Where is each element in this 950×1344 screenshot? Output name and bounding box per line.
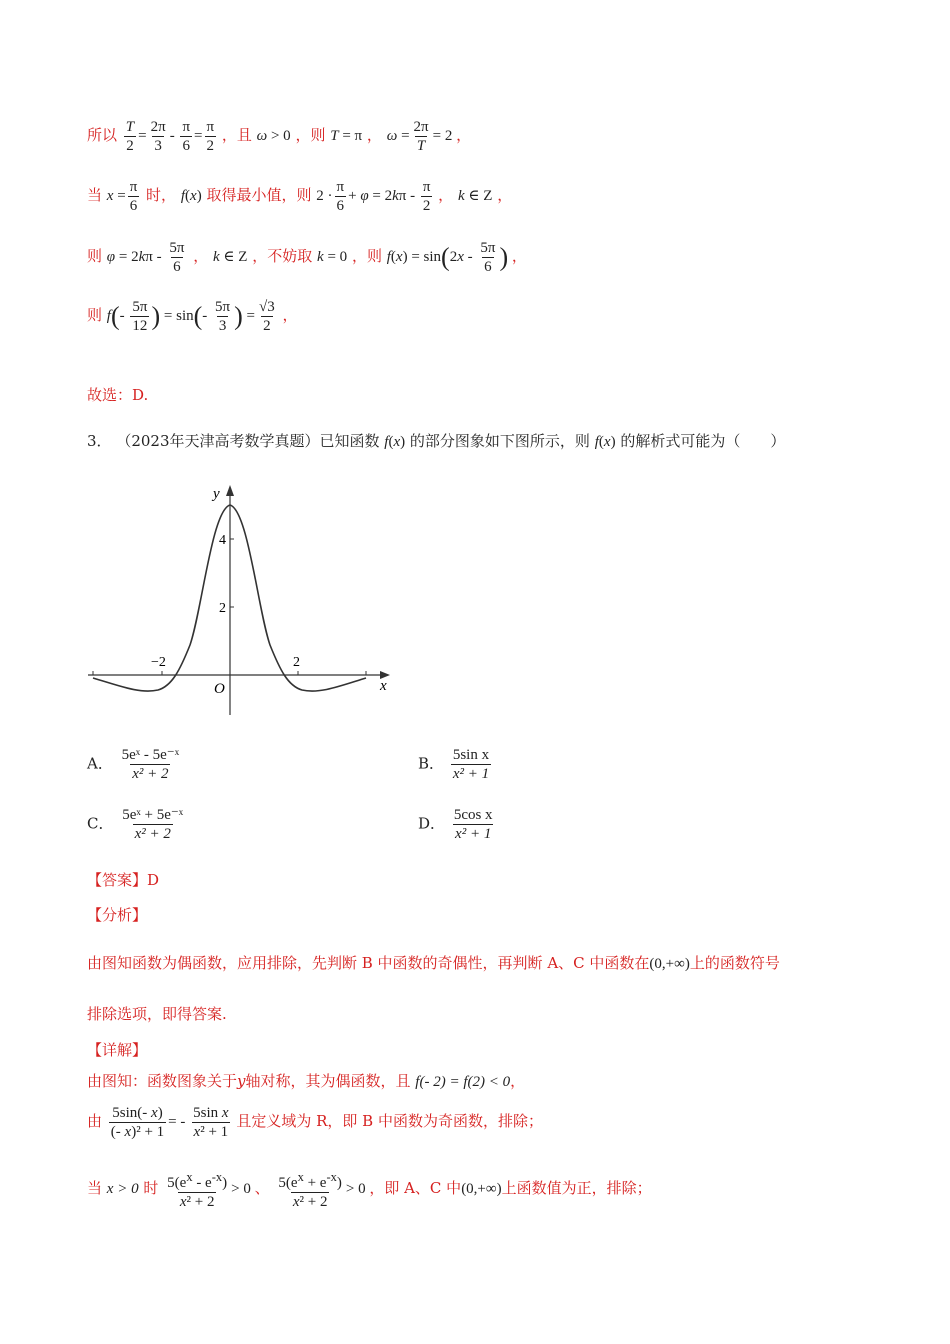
y-axis-label: y [213, 486, 220, 502]
question-3: 3． （2023年天津高考数学真题）已知函数 f(x) 的部分图象如下图所示，则 f(x) 的解析式可能为（ ） [87, 432, 786, 450]
detail-line-3: 当 x > 0 时 $\frac{5(e^x - e^{-x})}{\text{x² + 2}}$ > 0 、 $\frac{5(e^x + e^{-x})}{\text{x² + 2}}$ > 0 ，即 A、C 中(0,+∞)上函数值为正，排除； [87, 1170, 652, 1210]
analysis-label: 【分析】 [87, 906, 148, 924]
x-tick-label-2: 2 [293, 655, 300, 670]
solution-line-3: 则 φ = 2kπ - $\frac{5\pi}{6}$ ， k ∈ Z ，不妨取 k = 0 ，则 f(x) = sin(2x - $\frac{5\pi}{6}$ ) ， [87, 240, 527, 275]
solution-line-1: 所以 $\frac{T}{2}$ = $\frac{2\pi}{3}$ - $\frac{\pi}{6}$ = $\frac{\pi}{2}$ ，且 ω > 0 ，则 T = π ， ω = $\frac{2\pi}{T}$ = 2 ， [87, 119, 472, 154]
conclusion: 故选：D. [87, 386, 149, 404]
equation-phase: 2 · $\frac{\pi}{6}$ + φ = 2kπ - $\frac{\pi}{2}$ [316, 179, 431, 214]
x-axis-label: x [380, 678, 387, 694]
option-c[interactable]: C． $\frac{\text{5eˣ + 5e⁻ˣ}}{\text{x² + 2}}$ [87, 807, 184, 842]
equation-function: f(x) = sin(2x - $\frac{5\pi}{6}$ ) [386, 240, 509, 275]
equation-odd-check: $\frac{5\sin(- x)}{\text{(- x)² + 1}}$ = - $\frac{\text{5sin x}}{\text{x² + 1}}$ [110, 1105, 229, 1140]
detail-line-1: 由图知：函数图象关于y轴对称，其为偶函数，且 f(- 2) = f(2) < 0， [87, 1072, 526, 1090]
y-axis-arrow [226, 485, 234, 496]
option-a[interactable]: A． $\frac{\text{5eˣ - 5e⁻ˣ}}{\text{x² + 2}}$ [87, 747, 180, 782]
equation-evaluation: f(- $\frac{5\pi}{12}$ ) = sin(- $\frac{5\pi}{3}$ ) = $\frac{√3}{2}$ [106, 299, 275, 334]
x-tick-label-neg2: −2 [151, 655, 166, 670]
y-tick-label-2: 2 [219, 601, 226, 616]
option-d[interactable]: D． $\frac{\text{5cos x}}{\text{x² + 1}}$ [418, 807, 493, 842]
solution-line-4: 则 f(- $\frac{5\pi}{12}$ ) = sin(- $\frac{5\pi}{3}$ ) = $\frac{√3}{2}$ ， [87, 299, 298, 334]
equation-half-period: $\frac{T}{2}$ = $\frac{2\pi}{3}$ - $\frac{\pi}{6}$ = $\frac{\pi}{2}$ [125, 119, 215, 154]
analysis-line-1: 由图知函数为偶函数，应用排除，先判断 B 中函数的奇偶性，再判断 A、C 中函数在(0,+∞)上的函数符号 [87, 954, 780, 972]
y-tick-label-4: 4 [219, 533, 226, 548]
option-b[interactable]: B． $\frac{\text{5sin x}}{\text{x² + 1}}$ [418, 747, 490, 782]
analysis-line-2: 排除选项，即得答案. [87, 1005, 227, 1023]
detail-label: 【详解】 [87, 1041, 148, 1059]
equation-sign-c: $\frac{5(e^x + e^{-x})}{\text{x² + 2}}$ > 0 [278, 1170, 370, 1210]
equation-sign-a: $\frac{5(e^x - e^{-x})}{\text{x² + 2}}$ > 0 [167, 1170, 255, 1210]
equation-omega: ω = $\frac{2\pi}{T}$ = 2 [386, 119, 457, 154]
origin-label: O [214, 681, 225, 697]
answer: 【答案】D [87, 871, 160, 889]
solution-line-2: 当 x = $\frac{\pi}{6}$ 时， f(x) 取得最小值，则 2 · $\frac{\pi}{6}$ + φ = 2kπ - $\frac{\pi}{2}$ ， k ∈ Z ， [87, 179, 513, 214]
function-graph [80, 480, 400, 730]
detail-line-2: 由 $\frac{5\sin(- x)}{\text{(- x)² + 1}}$ = - $\frac{\text{5sin x}}{\text{x² + 1}}$ 且定义域为 R，即 B 中函数为奇函数，排除； [87, 1105, 543, 1140]
